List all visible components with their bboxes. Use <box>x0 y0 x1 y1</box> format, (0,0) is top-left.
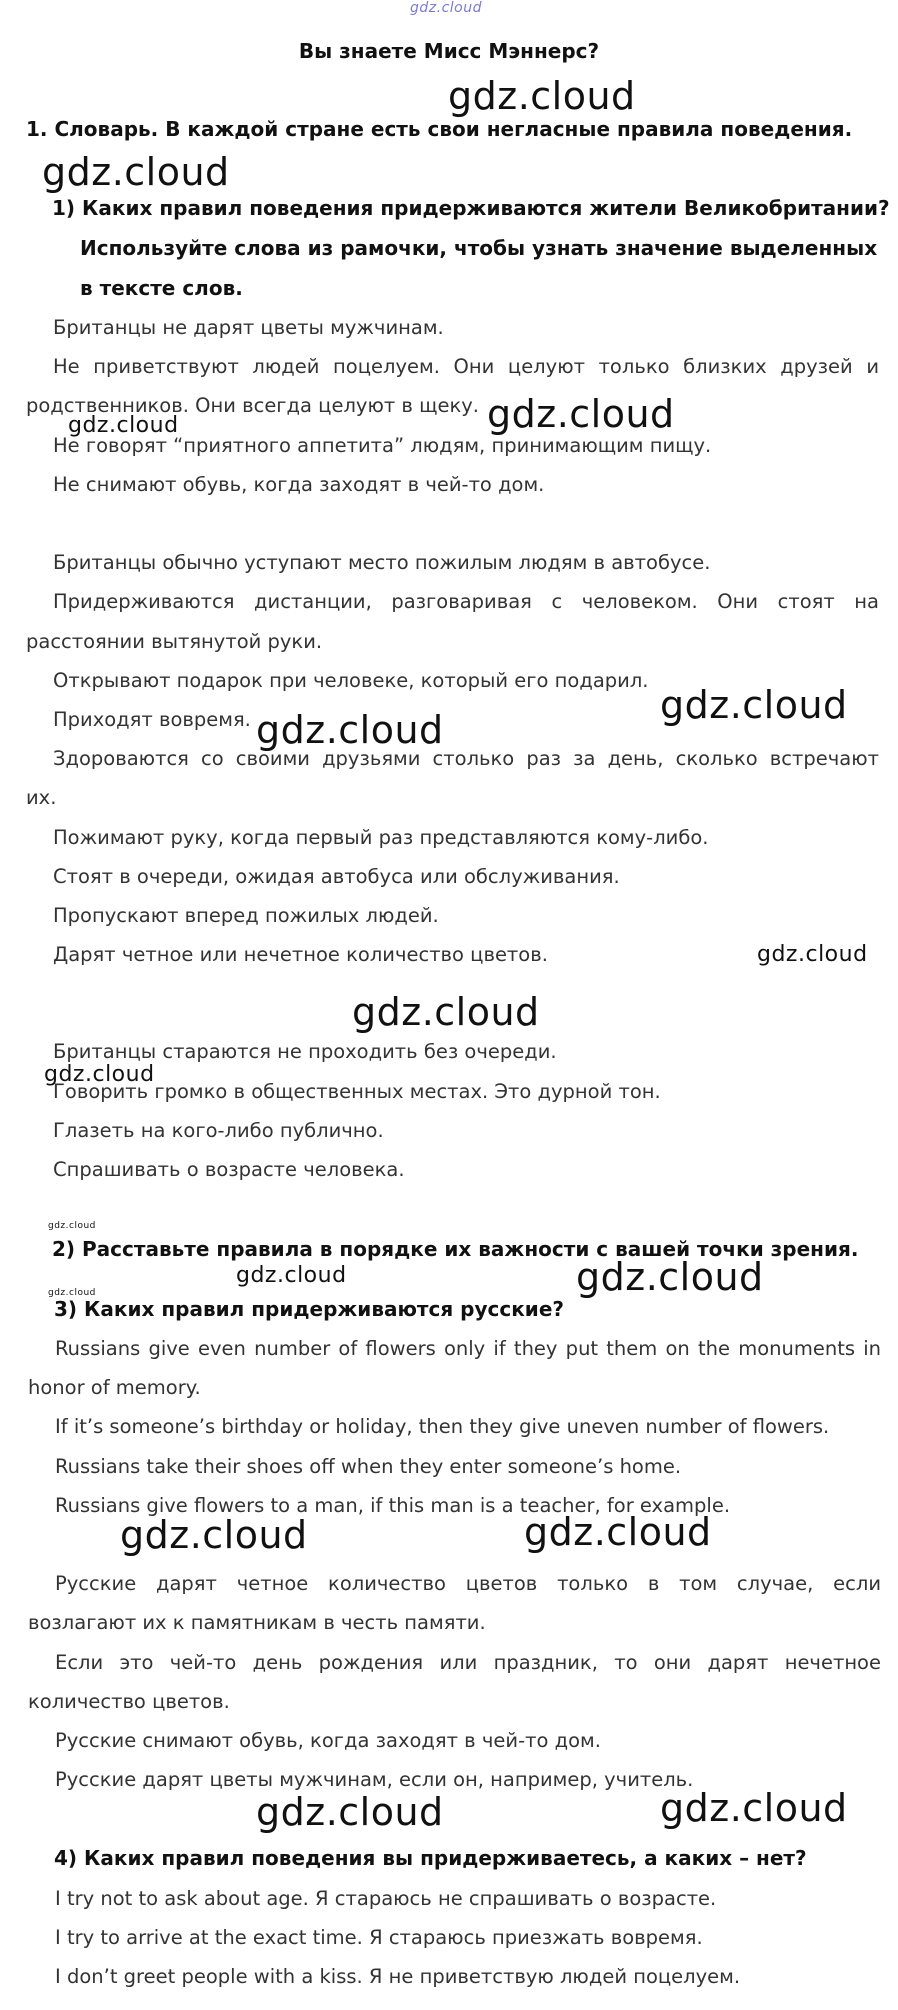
task2-heading: 2) Расставьте правила в порядке их важности с вашей точки зрения. <box>52 1237 859 1261</box>
para2-line3: расстоянии вытянутой руки. <box>26 630 323 653</box>
watermark: gdz.cloud <box>68 413 179 438</box>
para3-line4: Спрашивать о возрасте человека. <box>53 1158 405 1181</box>
watermark: gdz.cloud <box>660 1786 848 1830</box>
task4-heading: 4) Каких правил поведения вы придерживаетесь, а каких – нет? <box>54 1846 807 1870</box>
watermark: gdz.cloud <box>48 1288 96 1298</box>
para4-line1: Russians give even number of flowers only if they put them on the monuments in <box>55 1337 881 1360</box>
watermark: gdz.cloud <box>757 942 868 967</box>
para1-line5: Не снимают обувь, когда заходят в чей-то дом. <box>53 473 545 496</box>
para3-line1: Британцы стараются не проходить без очереди. <box>53 1040 557 1063</box>
watermark: gdz.cloud <box>48 1221 96 1231</box>
watermark: gdz.cloud <box>448 74 636 118</box>
task1-heading-line1: 1) Каких правил поведения придерживаются жители Великобритании? <box>52 196 890 220</box>
watermark: gdz.cloud <box>42 150 230 194</box>
para2-line9: Стоят в очереди, ожидая автобуса или обслуживания. <box>53 865 620 888</box>
para6-line3: I don’t greet people with a kiss. Я не приветствую людей поцелуем. <box>55 1965 741 1988</box>
para4-line3: If it’s someone’s birthday or holiday, then they give uneven number of flowers. <box>55 1415 830 1438</box>
task1-heading-line2: Используйте слова из рамочки, чтобы узнать значение выделенных <box>80 236 878 260</box>
para4-line4: Russians take their shoes off when they enter someone’s home. <box>55 1455 682 1478</box>
para1-line1: Британцы не дарят цветы мужчинам. <box>53 316 444 339</box>
para2-line2: Придерживаются дистанции, разговаривая с человеком. Они стоят на <box>53 590 879 613</box>
para2-line11: Дарят четное или нечетное количество цветов. <box>53 943 548 966</box>
watermark: gdz.cloud <box>524 1510 712 1554</box>
para5-line6: Русские дарят цветы мужчинам, если он, например, учитель. <box>55 1768 694 1791</box>
para2-line10: Пропускают вперед пожилых людей. <box>53 904 439 927</box>
para2-line7: их. <box>26 786 57 809</box>
task3-heading: 3) Каких правил придерживаются русские? <box>54 1297 564 1321</box>
para6-line1: I try not to ask about age. Я стараюсь не спрашивать о возрасте. <box>55 1887 717 1910</box>
para5-line4: количество цветов. <box>28 1690 230 1713</box>
watermark-top: gdz.cloud <box>410 0 482 16</box>
task1-heading-line3: в тексте слов. <box>80 276 243 300</box>
watermark: gdz.cloud <box>660 683 848 727</box>
para5-line5: Русские снимают обувь, когда заходят в чей-то дом. <box>55 1729 601 1752</box>
para5-line2: возлагают их к памятникам в честь памяти. <box>28 1611 486 1634</box>
para2-line6: Здороваются со своими друзьями столько раз за день, сколько встречают <box>53 747 879 770</box>
watermark: gdz.cloud <box>236 1263 347 1288</box>
para1-line4: Не говорят “приятного аппетита” людям, принимающим пищу. <box>53 434 712 457</box>
watermark: gdz.cloud <box>256 708 444 752</box>
watermark: gdz.cloud <box>576 1255 764 1299</box>
para6-line2: I try to arrive at the exact time. Я стараюсь приезжать вовремя. <box>55 1926 703 1949</box>
watermark: gdz.cloud <box>256 1790 444 1834</box>
para5-line3: Если это чей-то день рождения или праздник, то они дарят нечетное <box>55 1651 881 1674</box>
para3-line3: Глазеть на кого-либо публично. <box>53 1119 384 1142</box>
para1-line2: Не приветствуют людей поцелуем. Они целуют только близких друзей и <box>53 355 879 378</box>
para2-line5: Приходят вовремя. <box>53 708 251 731</box>
para4-line2: honor of memory. <box>28 1376 201 1399</box>
para3-line2: Говорить громко в общественных местах. Это дурной тон. <box>53 1080 661 1103</box>
para1-line3: родственников. Они всегда целуют в щеку. <box>26 394 480 417</box>
watermark: gdz.cloud <box>487 392 675 436</box>
watermark: gdz.cloud <box>120 1513 308 1557</box>
para2-line1: Британцы обычно уступают место пожилым людям в автобусе. <box>53 551 711 574</box>
page-title: Вы знаете Мисс Мэннерс? <box>298 39 600 63</box>
para4-line5: Russians give flowers to a man, if this man is a teacher, for example. <box>55 1494 731 1517</box>
para2-line4: Открывают подарок при человеке, который его подарил. <box>53 669 649 692</box>
para5-line1: Русские дарят четное количество цветов только в том случае, если <box>55 1572 881 1595</box>
exercise-heading: 1. Словарь. В каждой стране есть свои негласные правила поведения. <box>26 117 853 141</box>
watermark: gdz.cloud <box>44 1062 155 1087</box>
para2-line8: Пожимают руку, когда первый раз представляются кому-либо. <box>53 826 709 849</box>
watermark: gdz.cloud <box>352 990 540 1034</box>
